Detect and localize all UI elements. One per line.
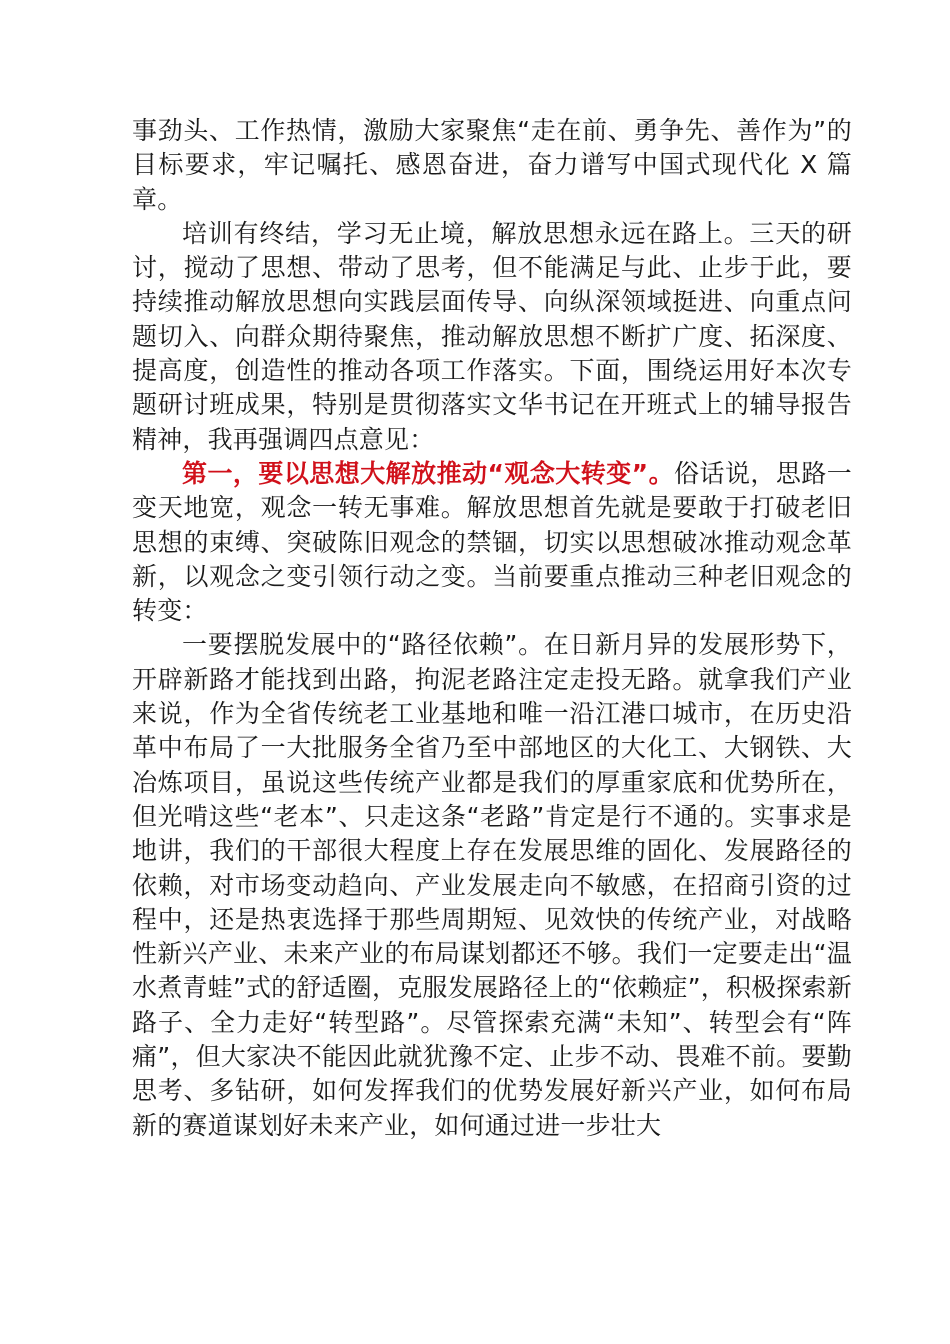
paragraph-first-point [132,457,852,628]
document-body [132,114,852,1143]
paragraph-path-dependence: 一要摆脱发展中的“路径依赖”。在日新月异的发展形势下，开辟新路才能找到出路，拘泥老路注定走投无路。就拿我们产业来说，作为全省传统老工业基地和唯一沿江港口城市，在历史沿革中布局了一大批服务全省乃至中部地区的大化工、大钢铁、大冶炼项目，虽说这些传统产业都是我们的厚重家底和优势所在，但光啃这些“老本”、只走这条“老路”肯定是行不通的。实事求是地讲，我们的干部很大程度上存在发展思维的固化、发展路径的依赖，对市场变动趋向、产业发展走向不敏感，在招商引资的过程中，还是热衷选择于那些周期短、见效快的传统产业，对战略性新兴产业、未来产业的布局谋划都还不够。我们一定要走出“温水煮青蛙”式的舒适圈，克服发展路径上的“依赖症”，积极探索新路子、全力走好“转型路”。尽管探索充满“未知”、转型会有“阵痛”，但大家决不能因此就犹豫不定、止步不动、畏难不前。要勤思考、多钻研，如何发挥我们的优势发展好新兴产业，如何布局新的赛道谋划好未来产业，如何通过进一步壮大 [132,630,852,1140]
section-heading-first: 第一，要以思想大解放推动“观念大转变”。 [182,458,675,488]
paragraph-training-summary: 培训有终结，学习无止境，解放思想永远在路上。三天的研讨，搅动了思想、带动了思考，但不能满足与此、止步于此，要持续推动解放思想向实践层面传导、向纵深领域挺进、向重点问题切入、向群众期待聚焦，推动解放思想不断扩广度、拓深度、提高度，创造性的推动各项工作落实。下面，围绕运用好本次专题研讨班成果，特别是贯彻落实文华书记在开班式上的辅导报告精神，我再强调四点意见： [132,218,852,454]
paragraph-first-point-text: 俗话说，思路一变天地宽，观念一转无事难。解放思想首先就是要敢于打破老旧思想的束缚、突破陈旧观念的禁锢，切实以思想破冰推动观念革新，以观念之变引领行动之变。当前要重点推动三种老旧观念的转变： [132,458,852,626]
paragraph-continuation: 事劲头、工作热情，激励大家聚焦“走在前、勇争先、善作为”的目标要求，牢记嘱托、感恩奋进，奋力谱写中国式现代化 X 篇章。 [132,116,852,214]
